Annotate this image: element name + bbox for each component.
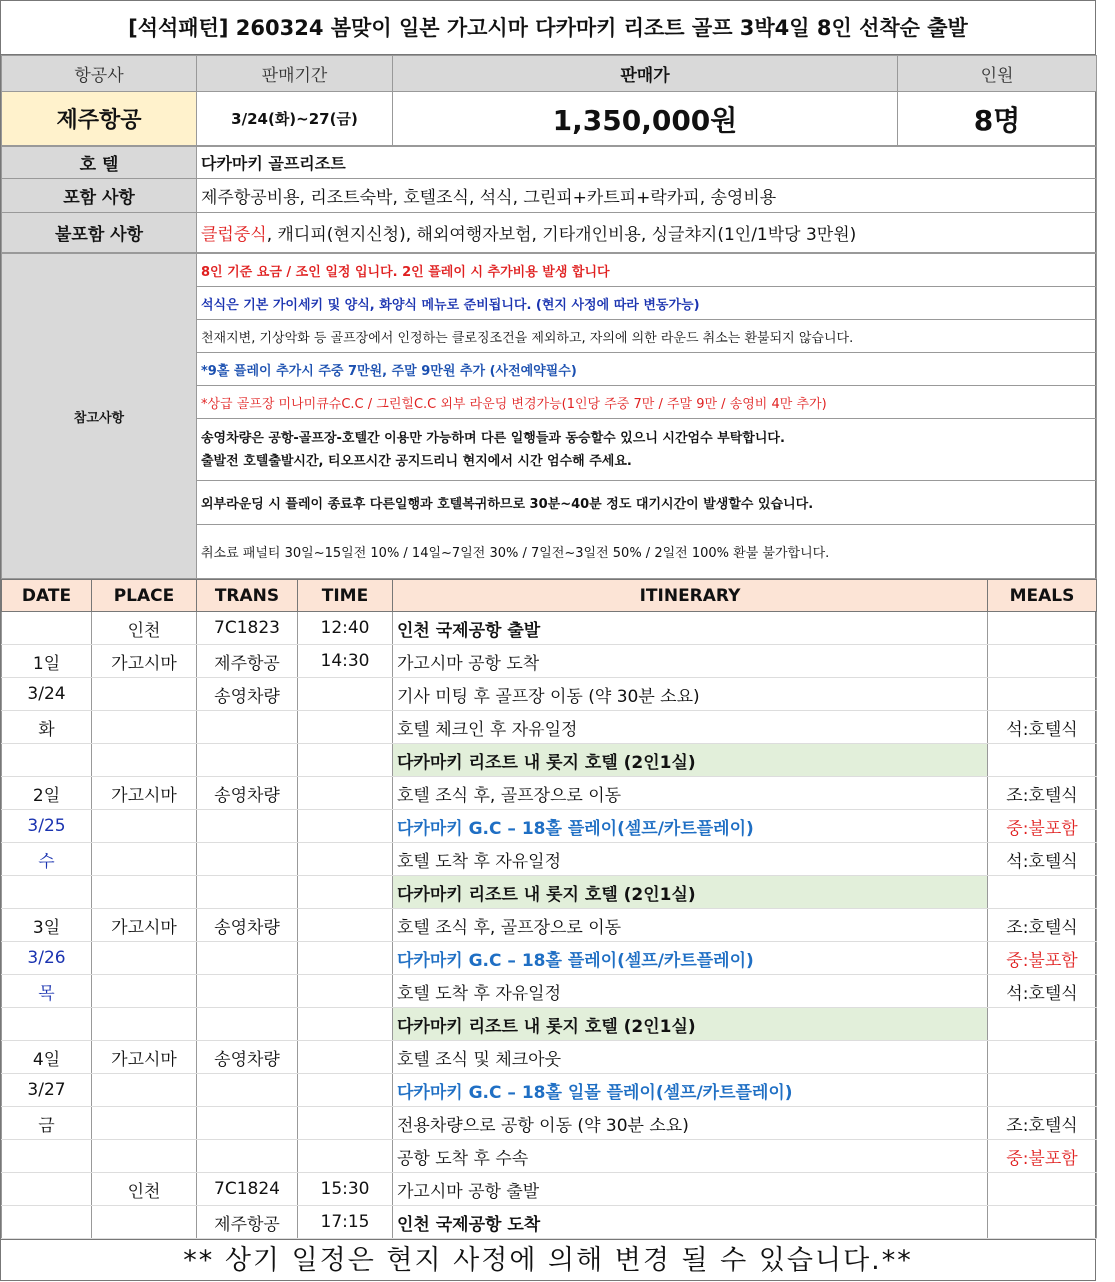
note xyxy=(197,419,1097,481)
cell-meals: 조:호텔식 xyxy=(988,1107,1097,1140)
cell-trans xyxy=(197,711,298,744)
cell-date: 3/26 xyxy=(2,942,92,975)
hotel-name: 다카마키 골프리조트 xyxy=(197,147,1097,179)
cell-place xyxy=(92,843,197,876)
cell-itinerary: 공항 도착 후 수속 xyxy=(393,1140,988,1173)
itinerary-row xyxy=(2,777,1097,810)
airline: 제주항공 xyxy=(2,92,197,146)
itinerary-row xyxy=(2,678,1097,711)
cell-time xyxy=(298,1074,393,1107)
cell-itinerary: 가고시마 공항 도착 xyxy=(393,645,988,678)
header-airline: 항공사 xyxy=(2,56,197,92)
cell-time xyxy=(298,843,393,876)
cell-meals xyxy=(988,1074,1097,1107)
note-line: 출발전 호텔출발시간, 티오프시간 공지드리니 현지에서 시간 엄수해 주세요. xyxy=(201,453,632,469)
cell-date: 목 xyxy=(2,975,92,1008)
cell-time xyxy=(298,975,393,1008)
cell-place xyxy=(92,1107,197,1140)
cell-meals: 석:호텔식 xyxy=(988,711,1097,744)
cell-meals xyxy=(988,876,1097,909)
page-title: [석석패턴] 260324 봄맞이 일본 가고시마 다카마키 리조트 골프 3박4일 8인 선착순 출발 xyxy=(1,0,1095,55)
cell-trans: 7C1823 xyxy=(197,612,298,645)
cell-trans xyxy=(197,744,298,777)
cell-date xyxy=(2,744,92,777)
itinerary-row xyxy=(2,1041,1097,1074)
cell-place xyxy=(92,711,197,744)
cell-date xyxy=(2,612,92,645)
cell-itinerary: 호텔 도착 후 자유일정 xyxy=(393,843,988,876)
cell-itinerary: 가고시마 공항 출발 xyxy=(393,1173,988,1206)
cell-place: 가고시마 xyxy=(92,909,197,942)
cell-trans xyxy=(197,876,298,909)
header-date: DATE xyxy=(2,580,92,612)
cell-place xyxy=(92,1140,197,1173)
cell-itinerary: 전용차량으로 공항 이동 (약 30분 소요) xyxy=(393,1107,988,1140)
cell-place xyxy=(92,1206,197,1239)
cell-place: 인천 xyxy=(92,1173,197,1206)
info-table xyxy=(1,146,1097,253)
header-trans: TRANS xyxy=(197,580,298,612)
note: 외부라운딩 시 플레이 종료후 다른일행과 호텔복귀하므로 30분~40분 정도 대기시간이 발생할수 있습니다. xyxy=(197,481,1097,525)
cell-itinerary: 기사 미팅 후 골프장 이동 (약 30분 소요) xyxy=(393,678,988,711)
cell-itinerary: 다카마키 G.C – 18홀 플레이(셀프/카트플레이) xyxy=(393,942,988,975)
cell-itinerary: 다카마키 G.C – 18홀 일몰 플레이(셀프/카트플레이) xyxy=(393,1074,988,1107)
itinerary-row xyxy=(2,810,1097,843)
excluded-label: 불포함 사항 xyxy=(2,213,197,253)
notes-table xyxy=(1,253,1097,579)
itinerary-row xyxy=(2,942,1097,975)
header-time: TIME xyxy=(298,580,393,612)
cell-trans xyxy=(197,843,298,876)
cell-time xyxy=(298,1008,393,1041)
header-meals: MEALS xyxy=(988,580,1097,612)
cell-time xyxy=(298,711,393,744)
cell-meals xyxy=(988,1041,1097,1074)
cell-trans: 송영차량 xyxy=(197,678,298,711)
cell-meals xyxy=(988,1008,1097,1041)
itinerary-row xyxy=(2,1140,1097,1173)
cell-time xyxy=(298,810,393,843)
itinerary-row xyxy=(2,744,1097,777)
cell-place xyxy=(92,810,197,843)
header-period: 판매기간 xyxy=(197,56,393,92)
cell-time xyxy=(298,1140,393,1173)
cell-date xyxy=(2,1140,92,1173)
cell-itinerary: 인천 국제공항 도착 xyxy=(393,1206,988,1239)
cell-itinerary: 호텔 도착 후 자유일정 xyxy=(393,975,988,1008)
cell-meals: 중:불포함 xyxy=(988,942,1097,975)
note: 천재지변, 기상악화 등 골프장에서 인정하는 클로징조건을 제외하고, 자의에 의한 라운드 취소는 환불되지 않습니다. xyxy=(197,320,1097,353)
summary-table xyxy=(1,55,1097,146)
itinerary-row xyxy=(2,909,1097,942)
cell-date xyxy=(2,1008,92,1041)
excluded-items xyxy=(197,213,1097,253)
cell-meals: 조:호텔식 xyxy=(988,777,1097,810)
cell-time xyxy=(298,744,393,777)
itinerary-row xyxy=(2,612,1097,645)
sale-period: 3/24(화)~27(금) xyxy=(197,92,393,146)
cell-itinerary: 다카마키 리조트 내 롯지 호텔 (2인1실) xyxy=(393,876,988,909)
cell-date: 수 xyxy=(2,843,92,876)
header-itinerary: ITINERARY xyxy=(393,580,988,612)
cell-date xyxy=(2,1173,92,1206)
cell-place xyxy=(92,876,197,909)
itinerary-table xyxy=(1,579,1097,1239)
cell-time: 15:30 xyxy=(298,1173,393,1206)
cell-time xyxy=(298,777,393,810)
cell-trans xyxy=(197,1140,298,1173)
cell-place: 가고시마 xyxy=(92,1041,197,1074)
cell-trans: 송영차량 xyxy=(197,777,298,810)
cell-itinerary: 호텔 조식 후, 골프장으로 이동 xyxy=(393,777,988,810)
cell-place xyxy=(92,1074,197,1107)
cell-time: 14:30 xyxy=(298,645,393,678)
note-line: 송영차량은 공항-골프장-호텔간 이용만 가능하며 다른 일행들과 동승할수 있으니 시간엄수 부탁합니다. xyxy=(201,430,785,446)
cell-time: 17:15 xyxy=(298,1206,393,1239)
cell-trans xyxy=(197,1074,298,1107)
cell-meals xyxy=(988,678,1097,711)
cell-trans xyxy=(197,810,298,843)
itinerary-row xyxy=(2,1206,1097,1239)
included-items: 제주항공비용, 리조트숙박, 호텔조식, 석식, 그린피+카트피+락카피, 송영비용 xyxy=(197,179,1097,213)
cell-itinerary: 다카마키 리조트 내 롯지 호텔 (2인1실) xyxy=(393,1008,988,1041)
cell-trans: 제주항공 xyxy=(197,645,298,678)
cell-time xyxy=(298,909,393,942)
included-label: 포함 사항 xyxy=(2,179,197,213)
cell-date: 화 xyxy=(2,711,92,744)
cell-place xyxy=(92,942,197,975)
header-price: 판매가 xyxy=(393,56,898,92)
cell-time xyxy=(298,1041,393,1074)
itinerary-row xyxy=(2,843,1097,876)
cell-meals: 석:호텔식 xyxy=(988,843,1097,876)
cell-date: 2일 xyxy=(2,777,92,810)
itinerary-row xyxy=(2,711,1097,744)
itinerary-row xyxy=(2,975,1097,1008)
excluded-red: 클럽중식 xyxy=(201,225,267,245)
cell-place xyxy=(92,1008,197,1041)
notes-label: 참고사항 xyxy=(2,254,197,579)
cell-time xyxy=(298,1107,393,1140)
cell-time xyxy=(298,678,393,711)
note: 석식은 기본 가이세키 및 양식, 화양식 메뉴로 준비됩니다. (현지 사정에 따라 변동가능) xyxy=(197,287,1097,320)
hotel-label: 호 텔 xyxy=(2,147,197,179)
cell-trans: 송영차량 xyxy=(197,909,298,942)
cell-date xyxy=(2,876,92,909)
itinerary-row xyxy=(2,1107,1097,1140)
cell-itinerary: 다카마키 리조트 내 롯지 호텔 (2인1실) xyxy=(393,744,988,777)
cell-date: 4일 xyxy=(2,1041,92,1074)
cell-meals xyxy=(988,612,1097,645)
cell-date: 3/27 xyxy=(2,1074,92,1107)
cell-itinerary: 호텔 조식 및 체크아웃 xyxy=(393,1041,988,1074)
cell-meals xyxy=(988,645,1097,678)
cell-date: 3/24 xyxy=(2,678,92,711)
people-count: 8명 xyxy=(898,92,1097,146)
note: 취소료 패널티 30일~15일전 10% / 14일~7일전 30% / 7일전~3일전 50% / 2일전 100% 환불 불가합니다. xyxy=(197,525,1097,579)
cell-time: 12:40 xyxy=(298,612,393,645)
cell-place xyxy=(92,678,197,711)
cell-trans: 7C1824 xyxy=(197,1173,298,1206)
cell-meals xyxy=(988,744,1097,777)
header-place: PLACE xyxy=(92,580,197,612)
cell-date: 금 xyxy=(2,1107,92,1140)
cell-meals: 조:호텔식 xyxy=(988,909,1097,942)
cell-trans xyxy=(197,942,298,975)
cell-time xyxy=(298,942,393,975)
cell-trans xyxy=(197,1107,298,1140)
cell-meals: 석:호텔식 xyxy=(988,975,1097,1008)
itinerary-row xyxy=(2,1008,1097,1041)
cell-place xyxy=(92,975,197,1008)
note: *상급 골프장 미나미큐슈C.C / 그린힐C.C 외부 라운딩 변경가능(1인당 주중 7만 / 주말 9만 / 송영비 4만 추가) xyxy=(197,386,1097,419)
cell-meals: 중:불포함 xyxy=(988,1140,1097,1173)
itinerary-row xyxy=(2,1173,1097,1206)
cell-meals xyxy=(988,1173,1097,1206)
footer-notice: ** 상기 일정은 현지 사정에 의해 변경 될 수 있습니다.** xyxy=(1,1239,1095,1281)
itinerary-row xyxy=(2,876,1097,909)
cell-place: 가고시마 xyxy=(92,777,197,810)
excluded-rest: , 캐디피(현지신청), 해외여행자보험, 기타개인비용, 싱글챠지(1인/1박당 3만원) xyxy=(266,225,857,245)
cell-trans: 제주항공 xyxy=(197,1206,298,1239)
note: 8인 기준 요금 / 조인 일정 입니다. 2인 플레이 시 추가비용 발생 합니다 xyxy=(197,254,1097,287)
note: *9홀 플레이 추가시 주중 7만원, 주말 9만원 추가 (사전예약필수) xyxy=(197,353,1097,386)
header-people: 인원 xyxy=(898,56,1097,92)
itinerary-row xyxy=(2,645,1097,678)
cell-itinerary: 다카마키 G.C – 18홀 플레이(셀프/카트플레이) xyxy=(393,810,988,843)
cell-meals: 중:불포함 xyxy=(988,810,1097,843)
price: 1,350,000원 xyxy=(393,92,898,146)
cell-date: 1일 xyxy=(2,645,92,678)
cell-place xyxy=(92,744,197,777)
cell-trans xyxy=(197,1008,298,1041)
cell-place: 가고시마 xyxy=(92,645,197,678)
cell-trans xyxy=(197,975,298,1008)
cell-time xyxy=(298,876,393,909)
cell-meals xyxy=(988,1206,1097,1239)
cell-date: 3/25 xyxy=(2,810,92,843)
cell-date xyxy=(2,1206,92,1239)
itinerary-row xyxy=(2,1074,1097,1107)
cell-place: 인천 xyxy=(92,612,197,645)
cell-itinerary: 호텔 체크인 후 자유일정 xyxy=(393,711,988,744)
cell-itinerary: 인천 국제공항 출발 xyxy=(393,612,988,645)
cell-itinerary: 호텔 조식 후, 골프장으로 이동 xyxy=(393,909,988,942)
cell-date: 3일 xyxy=(2,909,92,942)
cell-trans: 송영차량 xyxy=(197,1041,298,1074)
